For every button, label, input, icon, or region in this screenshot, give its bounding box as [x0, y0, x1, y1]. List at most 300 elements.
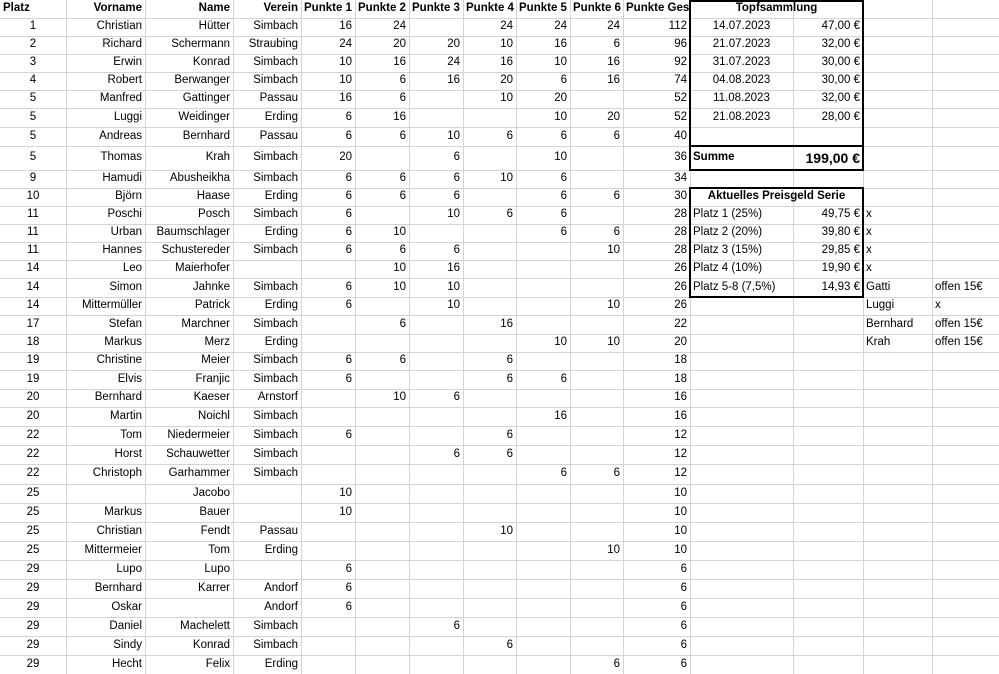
table-cell[interactable]: 10	[607, 543, 620, 556]
table-cell[interactable]: Straubing	[248, 38, 298, 51]
table-cell[interactable]: 10	[26, 190, 40, 203]
table-cell[interactable]: 20	[26, 391, 40, 404]
table-cell[interactable]: 6	[345, 190, 352, 203]
table-cell[interactable]: Arnstorf	[257, 391, 298, 404]
table-cell[interactable]: Erding	[264, 336, 298, 349]
table-cell[interactable]: Schauwetter	[166, 447, 230, 460]
table-cell[interactable]: 6	[453, 619, 460, 632]
table-cell[interactable]: 34	[674, 172, 687, 185]
preis-mark[interactable]: x	[866, 226, 872, 239]
note-status[interactable]: offen 15€	[935, 317, 983, 330]
table-cell[interactable]: 16	[674, 391, 687, 404]
table-cell[interactable]: 6	[506, 428, 513, 441]
table-cell[interactable]: 6	[399, 317, 406, 330]
table-cell[interactable]: 22	[26, 447, 40, 460]
topf-amount[interactable]: 47,00 €	[821, 20, 860, 33]
table-cell[interactable]: Hütter	[198, 20, 230, 33]
table-cell[interactable]: 6	[345, 280, 352, 293]
header-cell[interactable]: Punkte 5	[519, 2, 567, 15]
table-cell[interactable]: Baumschlager	[156, 226, 230, 239]
header-cell[interactable]: Name	[198, 2, 230, 15]
table-cell[interactable]: Richard	[102, 38, 142, 51]
table-cell[interactable]: Weidinger	[178, 110, 230, 123]
note-name[interactable]: Bernhard	[866, 317, 914, 330]
table-cell[interactable]: 6	[680, 562, 687, 575]
table-cell[interactable]: Maierhofer	[175, 262, 230, 275]
topf-title[interactable]: Topfsammlung	[735, 2, 818, 15]
table-cell[interactable]: 25	[26, 543, 40, 556]
table-cell[interactable]: Erding	[264, 657, 298, 670]
table-cell[interactable]: 10	[447, 208, 460, 221]
table-cell[interactable]: 12	[674, 467, 687, 480]
table-cell[interactable]: 6	[345, 428, 352, 441]
table-cell[interactable]: 26	[674, 299, 687, 312]
table-cell[interactable]: 29	[26, 562, 40, 575]
table-cell[interactable]: Jacobo	[192, 486, 230, 499]
table-cell[interactable]: Luggi	[113, 110, 142, 123]
table-cell[interactable]: Christoph	[92, 467, 142, 480]
topf-date[interactable]: 14.07.2023	[712, 20, 771, 33]
table-cell[interactable]: 25	[26, 486, 40, 499]
table-cell[interactable]: Passau	[259, 129, 298, 142]
table-cell[interactable]: Erding	[264, 226, 298, 239]
preis-amount[interactable]: 29,85 €	[821, 244, 860, 257]
table-cell[interactable]: 6	[399, 172, 406, 185]
table-cell[interactable]: Simbach	[253, 638, 298, 651]
table-cell[interactable]: Hecht	[111, 657, 142, 670]
table-cell[interactable]: 10	[674, 524, 687, 537]
table-cell[interactable]: Krah	[205, 151, 230, 164]
table-cell[interactable]: 16	[554, 38, 567, 51]
table-cell[interactable]: Berwanger	[174, 74, 230, 87]
note-status[interactable]: offen 15€	[935, 280, 983, 293]
table-cell[interactable]: Machelett	[180, 619, 230, 632]
table-cell[interactable]: Markus	[104, 505, 142, 518]
table-cell[interactable]: 11	[27, 244, 39, 257]
table-cell[interactable]: Simbach	[253, 428, 298, 441]
table-cell[interactable]: 10	[674, 543, 687, 556]
table-cell[interactable]: 26	[674, 280, 687, 293]
table-cell[interactable]: Simbach	[253, 208, 298, 221]
table-cell[interactable]: 20	[500, 74, 513, 87]
preis-mark[interactable]: Gatti	[866, 280, 891, 293]
table-cell[interactable]: Simbach	[253, 317, 298, 330]
table-cell[interactable]: Posch	[198, 208, 230, 221]
note-status[interactable]: offen 15€	[935, 336, 983, 349]
table-cell[interactable]: Andorf	[264, 600, 298, 613]
table-cell[interactable]: Simbach	[253, 151, 298, 164]
table-cell[interactable]: 16	[447, 262, 460, 275]
table-cell[interactable]: 6	[560, 190, 567, 203]
header-cell[interactable]: Platz	[3, 2, 30, 15]
table-cell[interactable]: 6	[345, 244, 352, 257]
table-cell[interactable]: 6	[399, 129, 406, 142]
table-cell[interactable]: 19	[26, 372, 40, 385]
table-cell[interactable]: Hannes	[102, 244, 142, 257]
table-cell[interactable]: 6	[506, 638, 513, 651]
table-cell[interactable]: 19	[26, 354, 40, 367]
table-cell[interactable]: 112	[668, 20, 687, 33]
table-cell[interactable]: Merz	[204, 336, 230, 349]
table-cell[interactable]: 6	[453, 172, 460, 185]
table-cell[interactable]: 20	[447, 38, 460, 51]
table-cell[interactable]: 6	[345, 354, 352, 367]
table-cell[interactable]: 14	[26, 262, 40, 275]
preis-mark[interactable]: x	[866, 244, 872, 257]
preis-amount[interactable]: 14,93 €	[821, 280, 860, 293]
table-cell[interactable]: 29	[26, 638, 40, 651]
table-cell[interactable]: Christian	[96, 20, 142, 33]
table-cell[interactable]: 16	[607, 56, 620, 69]
table-cell[interactable]: 6	[506, 447, 513, 460]
table-cell[interactable]: 10	[500, 524, 513, 537]
table-cell[interactable]: 6	[560, 467, 567, 480]
table-cell[interactable]: 10	[339, 74, 352, 87]
table-cell[interactable]: 25	[26, 524, 40, 537]
table-cell[interactable]: 5	[29, 92, 37, 105]
table-cell[interactable]: 16	[607, 74, 620, 87]
topf-amount[interactable]: 30,00 €	[821, 74, 860, 87]
table-cell[interactable]: Bernhard	[182, 129, 230, 142]
table-cell[interactable]: 6	[680, 619, 687, 632]
table-cell[interactable]: Simbach	[253, 280, 298, 293]
table-cell[interactable]: 10	[500, 92, 513, 105]
table-cell[interactable]: Mittermüller	[81, 299, 142, 312]
table-cell[interactable]: 10	[607, 336, 620, 349]
table-cell[interactable]: 30	[674, 190, 687, 203]
table-cell[interactable]: Meier	[201, 354, 230, 367]
header-cell[interactable]: Verein	[263, 2, 298, 15]
preis-mark[interactable]: x	[866, 208, 872, 221]
table-cell[interactable]: Marchner	[181, 317, 230, 330]
note-status[interactable]: x	[935, 299, 941, 312]
header-cell[interactable]: Punkte 4	[466, 2, 514, 15]
table-cell[interactable]: 6	[506, 354, 513, 367]
table-cell[interactable]: 6	[453, 190, 460, 203]
table-cell[interactable]: 6	[453, 391, 460, 404]
table-cell[interactable]: Bernhard	[94, 581, 142, 594]
table-cell[interactable]: Horst	[114, 447, 142, 460]
table-cell[interactable]: 6	[345, 600, 352, 613]
table-cell[interactable]: Simbach	[253, 354, 298, 367]
table-cell[interactable]: Schermann	[171, 38, 230, 51]
table-cell[interactable]: Manfred	[99, 92, 142, 105]
topf-date[interactable]: 31.07.2023	[712, 56, 771, 69]
table-cell[interactable]: 16	[554, 409, 567, 422]
table-cell[interactable]: 11	[27, 226, 39, 239]
table-cell[interactable]: Thomas	[100, 151, 142, 164]
table-cell[interactable]: Lupo	[204, 562, 230, 575]
table-cell[interactable]: 24	[554, 20, 567, 33]
note-name[interactable]: Luggi	[866, 299, 895, 312]
table-cell[interactable]: Niedermeier	[167, 428, 230, 441]
topf-sum-value[interactable]: 199,00 €	[805, 150, 860, 166]
table-cell[interactable]: 10	[339, 56, 352, 69]
table-cell[interactable]: 20	[674, 336, 687, 349]
preis-amount[interactable]: 49,75 €	[821, 208, 860, 221]
table-cell[interactable]: 16	[339, 20, 352, 33]
table-cell[interactable]: 6	[399, 244, 406, 257]
table-cell[interactable]: 6	[560, 129, 567, 142]
table-cell[interactable]: 10	[674, 486, 687, 499]
table-cell[interactable]: 6	[560, 226, 567, 239]
table-cell[interactable]: Tom	[208, 543, 230, 556]
header-cell[interactable]: Punkte 2	[358, 2, 406, 15]
table-cell[interactable]: 24	[393, 20, 406, 33]
table-cell[interactable]: 10	[393, 391, 406, 404]
table-cell[interactable]: 6	[399, 190, 406, 203]
table-cell[interactable]: 6	[560, 74, 567, 87]
table-cell[interactable]: Björn	[115, 190, 142, 203]
table-cell[interactable]: Elvis	[117, 372, 142, 385]
table-cell[interactable]: Simbach	[253, 467, 298, 480]
table-cell[interactable]: 5	[29, 151, 37, 164]
topf-date[interactable]: 21.08.2023	[712, 110, 771, 123]
table-cell[interactable]: 36	[674, 151, 687, 164]
table-cell[interactable]: Simbach	[253, 56, 298, 69]
table-cell[interactable]: 16	[447, 74, 460, 87]
table-cell[interactable]: Simbach	[253, 447, 298, 460]
table-cell[interactable]: 10	[339, 486, 352, 499]
table-cell[interactable]: 22	[26, 467, 40, 480]
table-cell[interactable]: 10	[447, 280, 460, 293]
table-cell[interactable]: 52	[674, 92, 687, 105]
table-cell[interactable]: 10	[554, 336, 567, 349]
table-cell[interactable]: 24	[607, 20, 620, 33]
table-cell[interactable]: Martin	[110, 409, 142, 422]
table-cell[interactable]: Mittermeier	[84, 543, 142, 556]
table-cell[interactable]: 6	[680, 638, 687, 651]
table-cell[interactable]: 22	[674, 317, 687, 330]
table-cell[interactable]: 16	[500, 56, 513, 69]
table-cell[interactable]: 6	[453, 244, 460, 257]
preis-place[interactable]: Platz 1 (25%)	[693, 208, 763, 221]
table-cell[interactable]: Erding	[264, 110, 298, 123]
table-cell[interactable]: 10	[607, 299, 620, 312]
table-cell[interactable]: 10	[554, 56, 567, 69]
table-cell[interactable]: Konrad	[192, 638, 230, 651]
table-cell[interactable]: 6	[345, 372, 352, 385]
topf-date[interactable]: 21.07.2023	[712, 38, 771, 51]
table-cell[interactable]: Markus	[104, 336, 142, 349]
preis-mark[interactable]: x	[866, 262, 872, 275]
table-cell[interactable]: Bernhard	[94, 391, 142, 404]
table-cell[interactable]: 6	[345, 129, 352, 142]
table-cell[interactable]: Patrick	[194, 299, 230, 312]
table-cell[interactable]: 5	[29, 110, 37, 123]
table-cell[interactable]: 10	[447, 299, 460, 312]
table-cell[interactable]: 10	[447, 129, 460, 142]
table-cell[interactable]: Bauer	[199, 505, 230, 518]
table-cell[interactable]: Karrer	[198, 581, 230, 594]
table-cell[interactable]: Konrad	[192, 56, 230, 69]
table-cell[interactable]: 9	[29, 172, 37, 185]
table-cell[interactable]: 16	[500, 317, 513, 330]
table-cell[interactable]: Passau	[259, 524, 298, 537]
table-cell[interactable]: 6	[345, 208, 352, 221]
preis-amount[interactable]: 39,80 €	[821, 226, 860, 239]
topf-amount[interactable]: 28,00 €	[821, 110, 860, 123]
preis-place[interactable]: Platz 4 (10%)	[693, 262, 763, 275]
table-cell[interactable]: Christian	[96, 524, 142, 537]
table-cell[interactable]: Stefan	[108, 317, 142, 330]
table-cell[interactable]: 6	[399, 74, 406, 87]
table-cell[interactable]: 28	[674, 226, 687, 239]
table-cell[interactable]: Andreas	[99, 129, 142, 142]
header-cell[interactable]: Punkte Ges	[626, 2, 690, 15]
table-cell[interactable]: 16	[674, 409, 687, 422]
table-cell[interactable]: 6	[453, 447, 460, 460]
table-cell[interactable]: Lupo	[116, 562, 142, 575]
table-cell[interactable]: Erding	[264, 190, 298, 203]
table-cell[interactable]: 6	[613, 38, 620, 51]
preis-place[interactable]: Platz 3 (15%)	[693, 244, 763, 257]
table-cell[interactable]: 10	[607, 244, 620, 257]
table-cell[interactable]: Schustereder	[161, 244, 230, 257]
table-cell[interactable]: Simbach	[253, 172, 298, 185]
table-cell[interactable]: 6	[680, 600, 687, 613]
table-cell[interactable]: 10	[500, 38, 513, 51]
table-cell[interactable]: 11	[27, 208, 39, 221]
table-cell[interactable]: 10	[339, 505, 352, 518]
table-cell[interactable]: 6	[613, 226, 620, 239]
table-cell[interactable]: Oskar	[111, 600, 142, 613]
preis-amount[interactable]: 19,90 €	[821, 262, 860, 275]
table-cell[interactable]: Sindy	[113, 638, 142, 651]
table-cell[interactable]: 6	[560, 172, 567, 185]
table-cell[interactable]: 6	[345, 110, 352, 123]
table-cell[interactable]: 16	[393, 110, 406, 123]
table-cell[interactable]: Passau	[259, 92, 298, 105]
table-cell[interactable]: 3	[29, 56, 37, 69]
table-cell[interactable]: Urban	[110, 226, 142, 239]
table-cell[interactable]: 12	[674, 428, 687, 441]
preis-place[interactable]: Platz 5-8 (7,5%)	[693, 280, 776, 293]
table-cell[interactable]: 6	[506, 129, 513, 142]
table-cell[interactable]: Robert	[107, 74, 142, 87]
topf-amount[interactable]: 32,00 €	[821, 92, 860, 105]
table-cell[interactable]: 74	[674, 74, 687, 87]
table-cell[interactable]: 10	[500, 172, 513, 185]
table-cell[interactable]: 18	[674, 354, 687, 367]
note-name[interactable]: Krah	[866, 336, 891, 349]
table-cell[interactable]: Simbach	[253, 20, 298, 33]
table-cell[interactable]: 4	[29, 74, 37, 87]
table-cell[interactable]: Poschi	[107, 208, 142, 221]
table-cell[interactable]: Andorf	[264, 581, 298, 594]
table-cell[interactable]: Felix	[205, 657, 230, 670]
table-cell[interactable]: 10	[393, 262, 406, 275]
table-cell[interactable]: 18	[674, 372, 687, 385]
table-cell[interactable]: Gattinger	[182, 92, 230, 105]
table-cell[interactable]: 6	[399, 92, 406, 105]
table-cell[interactable]: Garhammer	[168, 467, 230, 480]
header-cell[interactable]: Vorname	[93, 2, 142, 15]
table-cell[interactable]: 6	[613, 467, 620, 480]
table-cell[interactable]: 12	[674, 447, 687, 460]
table-cell[interactable]: 14	[26, 299, 40, 312]
table-cell[interactable]: 6	[680, 657, 687, 670]
table-cell[interactable]: 29	[26, 657, 40, 670]
table-cell[interactable]: Simbach	[253, 244, 298, 257]
table-cell[interactable]: Abusheikha	[169, 172, 230, 185]
header-cell[interactable]: Punkte 6	[573, 2, 621, 15]
table-cell[interactable]: Tom	[120, 428, 142, 441]
table-cell[interactable]: Kaeser	[193, 391, 230, 404]
preis-place[interactable]: Platz 2 (20%)	[693, 226, 763, 239]
table-cell[interactable]: 5	[29, 129, 37, 142]
table-cell[interactable]: 2	[29, 38, 37, 51]
table-cell[interactable]: 18	[26, 336, 40, 349]
table-cell[interactable]: 26	[674, 262, 687, 275]
table-cell[interactable]: 6	[345, 172, 352, 185]
table-cell[interactable]: 6	[345, 581, 352, 594]
table-cell[interactable]: 20	[554, 92, 567, 105]
table-cell[interactable]: 6	[345, 226, 352, 239]
table-cell[interactable]: 10	[554, 151, 567, 164]
table-cell[interactable]: Simbach	[253, 409, 298, 422]
table-cell[interactable]: 6	[560, 208, 567, 221]
topf-amount[interactable]: 32,00 €	[821, 38, 860, 51]
table-cell[interactable]: 24	[500, 20, 513, 33]
header-cell[interactable]: Punkte 3	[412, 2, 460, 15]
topf-amount[interactable]: 30,00 €	[821, 56, 860, 69]
table-cell[interactable]: 10	[674, 505, 687, 518]
table-cell[interactable]: 6	[453, 151, 460, 164]
table-cell[interactable]: Simon	[109, 280, 142, 293]
table-cell[interactable]: 92	[674, 56, 687, 69]
table-cell[interactable]: 22	[26, 428, 40, 441]
table-cell[interactable]: 6	[613, 129, 620, 142]
table-cell[interactable]: 24	[339, 38, 352, 51]
table-cell[interactable]: Simbach	[253, 372, 298, 385]
table-cell[interactable]: 10	[393, 280, 406, 293]
table-cell[interactable]: Fendt	[200, 524, 230, 537]
table-cell[interactable]: 96	[674, 38, 687, 51]
table-cell[interactable]: 52	[674, 110, 687, 123]
table-cell[interactable]: Jahnke	[192, 280, 230, 293]
table-cell[interactable]: 1	[29, 20, 37, 33]
table-cell[interactable]: 20	[339, 151, 352, 164]
table-cell[interactable]: 24	[447, 56, 460, 69]
topf-sum-label[interactable]: Summe	[693, 151, 735, 164]
table-cell[interactable]: 25	[26, 505, 40, 518]
table-cell[interactable]: 6	[345, 562, 352, 575]
table-cell[interactable]: 6	[613, 657, 620, 670]
table-cell[interactable]: 29	[26, 581, 40, 594]
table-cell[interactable]: 6	[613, 190, 620, 203]
table-cell[interactable]: Christine	[96, 354, 142, 367]
table-cell[interactable]: Franjic	[195, 372, 230, 385]
table-cell[interactable]: 6	[680, 581, 687, 594]
table-cell[interactable]: Daniel	[109, 619, 142, 632]
table-cell[interactable]: 20	[26, 409, 40, 422]
table-cell[interactable]: Erwin	[113, 56, 142, 69]
table-cell[interactable]: 20	[393, 38, 406, 51]
table-cell[interactable]: 28	[674, 244, 687, 257]
table-cell[interactable]: 16	[393, 56, 406, 69]
table-cell[interactable]: Hamudi	[102, 172, 142, 185]
table-cell[interactable]: 40	[674, 129, 687, 142]
table-cell[interactable]: Leo	[122, 262, 142, 275]
table-cell[interactable]: 16	[339, 92, 352, 105]
table-cell[interactable]: Noichl	[198, 409, 230, 422]
table-cell[interactable]: Simbach	[253, 74, 298, 87]
table-cell[interactable]: 6	[399, 354, 406, 367]
table-cell[interactable]: 14	[26, 280, 40, 293]
table-cell[interactable]: 6	[345, 299, 352, 312]
table-cell[interactable]: 10	[393, 226, 406, 239]
